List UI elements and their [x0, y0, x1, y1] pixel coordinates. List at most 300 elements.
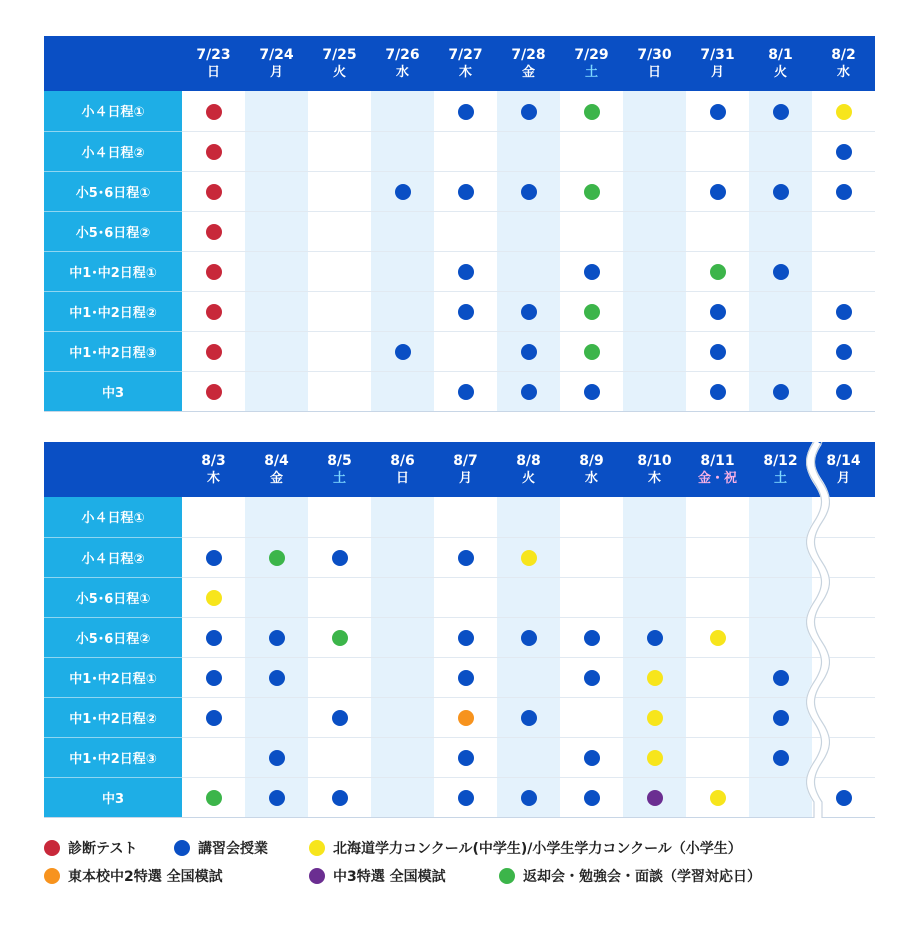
schedule-cell	[245, 737, 308, 777]
date-label: 8/8	[516, 452, 541, 469]
date-label: 7/25	[322, 46, 357, 63]
schedule-cell	[308, 211, 371, 251]
blue-dot-icon	[395, 344, 411, 360]
schedule-cell	[308, 497, 371, 537]
blue-dot-icon	[332, 710, 348, 726]
legend-label: 東本校中2特選 全国模試	[68, 869, 223, 885]
schedule-cell	[371, 577, 434, 617]
row-label: 中1･中2日程②	[44, 697, 182, 737]
blue-dot-icon	[521, 384, 537, 400]
blue-dot-icon	[521, 104, 537, 120]
blue-dot-icon	[584, 264, 600, 280]
row-label: 小４日程①	[44, 91, 182, 131]
row-label: 中1･中2日程③	[44, 737, 182, 777]
date-header	[686, 36, 749, 91]
schedule-cell	[434, 697, 497, 737]
blue-dot-icon	[174, 840, 190, 856]
schedule-cell	[749, 497, 812, 537]
corner-header	[44, 36, 182, 91]
blue-dot-icon	[206, 710, 222, 726]
blue-dot-icon	[458, 630, 474, 646]
row-label: 小5･6日程②	[44, 211, 182, 251]
schedule-cell	[371, 171, 434, 211]
schedule-cell	[371, 777, 434, 817]
schedule-cell	[686, 91, 749, 131]
schedule-cell	[182, 371, 245, 411]
header-row	[44, 36, 875, 91]
schedule-cell	[434, 91, 497, 131]
blue-dot-icon	[710, 184, 726, 200]
schedule-cell	[182, 331, 245, 371]
schedule-cell	[308, 291, 371, 331]
weekday-label: 月	[458, 470, 472, 486]
schedule-cell	[371, 497, 434, 537]
blue-dot-icon	[521, 710, 537, 726]
blue-dot-icon	[836, 144, 852, 160]
schedule-cell	[623, 777, 686, 817]
date-header	[182, 36, 245, 91]
blue-dot-icon	[206, 550, 222, 566]
blue-dot-icon	[584, 670, 600, 686]
orange-dot-icon	[458, 710, 474, 726]
schedule-cell	[560, 331, 623, 371]
schedule-cell	[371, 537, 434, 577]
red-dot-icon	[206, 344, 222, 360]
blue-dot-icon	[773, 184, 789, 200]
blue-dot-icon	[710, 344, 726, 360]
schedule-cell	[182, 91, 245, 131]
schedule-cell	[623, 291, 686, 331]
blue-dot-icon	[395, 184, 411, 200]
weekday-label: 日	[206, 64, 220, 80]
date-label: 8/9	[579, 452, 604, 469]
schedule-cell	[623, 331, 686, 371]
schedule-row	[44, 617, 875, 657]
schedule-cell	[245, 777, 308, 817]
schedule-cell	[623, 657, 686, 697]
row-label: 小5･6日程①	[44, 171, 182, 211]
schedule-cell	[245, 577, 308, 617]
schedule-cell	[812, 251, 875, 291]
schedule-cell	[812, 131, 875, 171]
blue-dot-icon	[332, 550, 348, 566]
schedule-row	[44, 251, 875, 291]
red-dot-icon	[206, 104, 222, 120]
schedule-cell	[749, 91, 812, 131]
schedule-cell	[434, 737, 497, 777]
schedule-row	[44, 537, 875, 577]
date-label: 8/10	[637, 452, 672, 469]
schedule-row	[44, 577, 875, 617]
legend-label: 講習会授業	[198, 841, 268, 857]
weekday-label: 月	[269, 64, 283, 80]
schedule-cell	[497, 371, 560, 411]
schedule-row	[44, 777, 875, 817]
blue-dot-icon	[269, 670, 285, 686]
schedule-row	[44, 737, 875, 777]
schedule-cell	[560, 371, 623, 411]
schedule-cell	[371, 211, 434, 251]
date-header	[560, 442, 623, 497]
date-header	[749, 36, 812, 91]
schedule-cell	[749, 617, 812, 657]
date-label: 8/5	[327, 452, 352, 469]
blue-dot-icon	[584, 750, 600, 766]
date-label: 7/31	[700, 46, 735, 63]
weekday-label: 金	[269, 470, 283, 486]
schedule-cell	[560, 617, 623, 657]
schedule-cell	[308, 331, 371, 371]
schedule-cell	[182, 737, 245, 777]
weekday-label: 金	[521, 64, 535, 80]
schedule-cell	[749, 737, 812, 777]
schedule-cell	[182, 211, 245, 251]
schedule-cell	[308, 577, 371, 617]
schedule-cell	[497, 251, 560, 291]
schedule-row	[44, 291, 875, 331]
schedule-cell	[686, 497, 749, 537]
schedule-cell	[686, 291, 749, 331]
green-dot-icon	[584, 304, 600, 320]
date-label: 7/30	[637, 46, 672, 63]
green-dot-icon	[332, 630, 348, 646]
row-label: 中3	[44, 371, 182, 411]
row-label: 中1･中2日程③	[44, 331, 182, 371]
date-header	[623, 36, 686, 91]
date-label: 7/28	[511, 46, 546, 63]
schedule-cell	[560, 697, 623, 737]
schedule-cell	[749, 577, 812, 617]
schedule-cell	[749, 171, 812, 211]
date-label: 8/1	[768, 46, 793, 63]
blue-dot-icon	[710, 104, 726, 120]
schedule-cell	[623, 171, 686, 211]
schedule-cell	[686, 577, 749, 617]
legend-item	[309, 866, 446, 886]
schedule-row	[44, 131, 875, 171]
red-dot-icon	[206, 264, 222, 280]
schedule-cell	[434, 497, 497, 537]
green-dot-icon	[584, 344, 600, 360]
weekday-label: 木	[206, 470, 220, 486]
schedule-cell	[182, 131, 245, 171]
schedule-cell	[245, 291, 308, 331]
date-label: 7/27	[448, 46, 483, 63]
schedule-cell	[434, 577, 497, 617]
date-header	[623, 442, 686, 497]
schedule-cell	[308, 697, 371, 737]
schedule-cell	[434, 251, 497, 291]
schedule-cell	[560, 497, 623, 537]
weekday-label: 金・祝	[697, 470, 737, 486]
blue-dot-icon	[584, 630, 600, 646]
schedule-cell	[560, 537, 623, 577]
schedule-cell	[686, 131, 749, 171]
blue-dot-icon	[458, 104, 474, 120]
yellow-dot-icon	[647, 670, 663, 686]
blue-dot-icon	[269, 630, 285, 646]
schedule-cell	[686, 371, 749, 411]
row-label: 中3	[44, 777, 182, 817]
schedule-cell	[497, 617, 560, 657]
blue-dot-icon	[710, 304, 726, 320]
row-label: 小４日程②	[44, 131, 182, 171]
schedule-cell	[371, 291, 434, 331]
schedule-cell	[371, 617, 434, 657]
blue-dot-icon	[521, 304, 537, 320]
date-header	[749, 442, 812, 497]
schedule-cell	[245, 171, 308, 211]
legend-label: 返却会・勉強会・面談（学習対応日）	[523, 869, 761, 885]
weekday-label: 火	[773, 64, 787, 80]
blue-dot-icon	[773, 670, 789, 686]
blue-dot-icon	[521, 790, 537, 806]
date-label: 8/14	[826, 452, 861, 469]
schedule-cell	[245, 497, 308, 537]
schedule-cell	[560, 171, 623, 211]
schedule-cell	[749, 371, 812, 411]
schedule-cell	[434, 131, 497, 171]
schedule-cell	[371, 657, 434, 697]
schedule-cell	[812, 171, 875, 211]
legend-label: 北海道学力コンクール(中学生)/小学生学力コンクール（小学生）	[333, 841, 742, 857]
green-dot-icon	[499, 868, 515, 884]
schedule-cell	[245, 131, 308, 171]
green-dot-icon	[584, 104, 600, 120]
date-header	[245, 36, 308, 91]
schedule-row	[44, 171, 875, 211]
red-dot-icon	[44, 840, 60, 856]
schedule-row	[44, 211, 875, 251]
schedule-cell	[497, 331, 560, 371]
schedule-cell	[497, 737, 560, 777]
weekday-label: 土	[773, 470, 787, 486]
date-header	[434, 36, 497, 91]
schedule-cell	[686, 657, 749, 697]
schedule-cell	[308, 131, 371, 171]
blue-dot-icon	[521, 344, 537, 360]
blue-dot-icon	[836, 304, 852, 320]
blue-dot-icon	[584, 384, 600, 400]
schedule-cell	[371, 697, 434, 737]
schedule-cell	[560, 291, 623, 331]
schedule-cell	[371, 251, 434, 291]
date-label: 8/6	[390, 452, 415, 469]
weekday-label: 水	[836, 64, 850, 80]
blue-dot-icon	[836, 790, 852, 806]
schedule-cell	[434, 171, 497, 211]
blue-dot-icon	[521, 184, 537, 200]
row-label: 中1･中2日程②	[44, 291, 182, 331]
schedule-cell	[371, 371, 434, 411]
schedule-cell	[308, 91, 371, 131]
schedule-cell	[245, 251, 308, 291]
schedule-cell	[308, 371, 371, 411]
blue-dot-icon	[836, 384, 852, 400]
schedule-cell	[182, 577, 245, 617]
yellow-dot-icon	[206, 590, 222, 606]
schedule-cell	[623, 131, 686, 171]
schedule-cell	[245, 697, 308, 737]
blue-dot-icon	[458, 550, 474, 566]
legend-item	[309, 838, 742, 858]
schedule-row	[44, 697, 875, 737]
schedule-cell	[182, 497, 245, 537]
schedule-cell	[497, 577, 560, 617]
schedule-cell	[182, 251, 245, 291]
blue-dot-icon	[458, 670, 474, 686]
schedule-cell	[749, 291, 812, 331]
weekday-label: 日	[647, 64, 661, 80]
blue-dot-icon	[773, 750, 789, 766]
blue-dot-icon	[521, 630, 537, 646]
date-header	[434, 442, 497, 497]
schedule-cell	[686, 617, 749, 657]
schedule-cell	[182, 291, 245, 331]
schedule-cell	[182, 777, 245, 817]
green-dot-icon	[269, 550, 285, 566]
schedule-cell	[812, 291, 875, 331]
schedule-cell	[497, 497, 560, 537]
schedule-cell	[686, 777, 749, 817]
schedule-cell	[497, 131, 560, 171]
schedule-row	[44, 371, 875, 411]
weekday-label: 火	[332, 64, 346, 80]
weekday-label: 水	[584, 470, 598, 486]
schedule-cell	[371, 91, 434, 131]
schedule-cell	[434, 617, 497, 657]
schedule-cell	[497, 211, 560, 251]
schedule-cell	[182, 537, 245, 577]
schedule-cell	[623, 737, 686, 777]
schedule-cell	[308, 617, 371, 657]
blue-dot-icon	[773, 384, 789, 400]
row-label: 小5･6日程②	[44, 617, 182, 657]
schedule-cell	[686, 211, 749, 251]
blue-dot-icon	[458, 304, 474, 320]
blue-dot-icon	[458, 384, 474, 400]
yellow-dot-icon	[710, 790, 726, 806]
schedule-cell	[182, 617, 245, 657]
date-header	[182, 442, 245, 497]
weekday-label: 木	[458, 64, 472, 80]
schedule-cell	[434, 777, 497, 817]
blue-dot-icon	[458, 750, 474, 766]
blue-dot-icon	[269, 750, 285, 766]
date-label: 7/23	[196, 46, 231, 63]
schedule-cell	[812, 331, 875, 371]
schedule-cell	[686, 331, 749, 371]
schedule-cell	[245, 91, 308, 131]
schedule-cell	[434, 331, 497, 371]
yellow-dot-icon	[309, 840, 325, 856]
legend-item	[44, 866, 223, 886]
schedule-cell	[623, 617, 686, 657]
red-dot-icon	[206, 304, 222, 320]
date-label: 8/11	[700, 452, 735, 469]
date-label: 8/3	[201, 452, 226, 469]
schedule-cell	[686, 251, 749, 291]
schedule-table-july	[44, 36, 875, 412]
schedule-cell	[560, 577, 623, 617]
weekday-label: 日	[395, 470, 409, 486]
blue-dot-icon	[647, 630, 663, 646]
row-label: 中1･中2日程①	[44, 657, 182, 697]
schedule-cell	[245, 211, 308, 251]
schedule-cell	[434, 211, 497, 251]
schedule-cell	[497, 171, 560, 211]
schedule-cell	[623, 211, 686, 251]
purple-dot-icon	[309, 868, 325, 884]
header-row	[44, 442, 875, 497]
weekday-label: 土	[332, 470, 346, 486]
schedule-cell	[245, 657, 308, 697]
yellow-dot-icon	[647, 710, 663, 726]
yellow-dot-icon	[647, 750, 663, 766]
schedule-cell	[560, 737, 623, 777]
schedule-cell	[245, 537, 308, 577]
date-label: 8/2	[831, 46, 856, 63]
schedule-cell	[371, 737, 434, 777]
schedule-row	[44, 331, 875, 371]
green-dot-icon	[710, 264, 726, 280]
schedule-cell	[623, 697, 686, 737]
date-label: 7/26	[385, 46, 420, 63]
schedule-cell	[560, 91, 623, 131]
row-label: 小４日程②	[44, 537, 182, 577]
schedule-cell	[749, 331, 812, 371]
legend-item	[44, 838, 137, 858]
blue-dot-icon	[458, 790, 474, 806]
blue-dot-icon	[458, 184, 474, 200]
green-dot-icon	[206, 790, 222, 806]
blue-dot-icon	[206, 630, 222, 646]
blue-dot-icon	[710, 384, 726, 400]
schedule-cell	[749, 251, 812, 291]
green-dot-icon	[584, 184, 600, 200]
schedule-cell	[497, 537, 560, 577]
blue-dot-icon	[836, 344, 852, 360]
schedule-cell	[623, 91, 686, 131]
date-header	[371, 442, 434, 497]
schedule-cell	[749, 697, 812, 737]
schedule-cell	[812, 91, 875, 131]
schedule-cell	[560, 777, 623, 817]
schedule-cell	[182, 657, 245, 697]
schedule-cell	[182, 171, 245, 211]
schedule-cell	[623, 371, 686, 411]
date-header	[497, 442, 560, 497]
schedule-cell	[308, 537, 371, 577]
schedule-cell	[434, 291, 497, 331]
date-header	[686, 442, 749, 497]
schedule-cell	[812, 371, 875, 411]
schedule-cell	[308, 251, 371, 291]
row-label: 小5･6日程①	[44, 577, 182, 617]
legend-label: 診断テスト	[68, 841, 138, 857]
schedule-cell	[434, 657, 497, 697]
date-label: 7/29	[574, 46, 609, 63]
yellow-dot-icon	[521, 550, 537, 566]
yellow-dot-icon	[710, 630, 726, 646]
schedule-cell	[623, 251, 686, 291]
schedule-cell	[497, 777, 560, 817]
schedule-cell	[245, 371, 308, 411]
weekday-label: 月	[836, 470, 850, 486]
weekday-label: 土	[584, 64, 598, 80]
schedule-cell	[245, 331, 308, 371]
schedule-cell	[686, 737, 749, 777]
